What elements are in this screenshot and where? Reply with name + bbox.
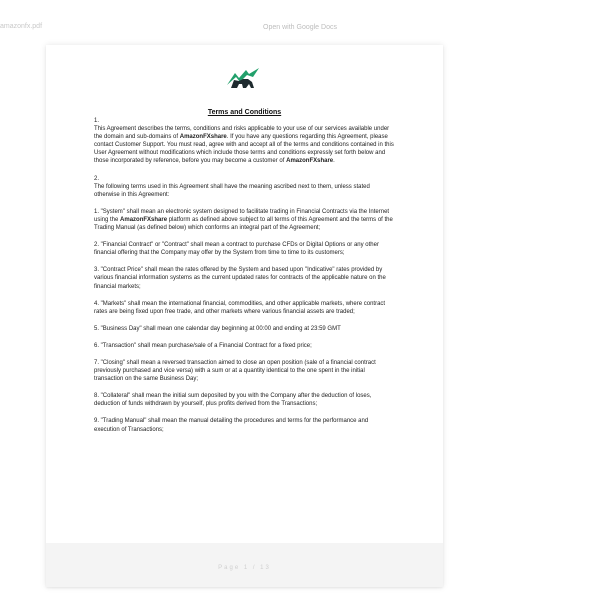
section-1	[94, 117, 394, 166]
paragraph-text: . If you have any questions regarding this Agreement, please contact Customer Support. You must read, agree with and accept all of the terms and conditions contained in this User Agreement without modifications which include those terms and conditions expressly set forth below and those incorporated by reference, before you may become a customer of	[94, 134, 394, 165]
page-indicator: Page 1 / 13	[218, 565, 271, 571]
open-with-google-docs-button[interactable]: Open with Google Docs	[263, 24, 337, 31]
definition-markets: 4. "Markets" shall mean the international financial, commodities, and other applicable markets, where contract rates are being fixed upon free trade, and other markets where various financial assets are traded;	[94, 300, 386, 315]
brand-name: AmazonFXshare	[286, 158, 334, 165]
section-2	[94, 175, 394, 199]
definition-business-day: 5. "Business Day" shall mean one calendar day beginning at 00:00 and ending at 23:59 GMT	[94, 325, 341, 332]
document-body	[94, 117, 394, 443]
brand-name: AmazonFXshare	[179, 134, 227, 141]
file-name: amazonfx.pdf	[0, 23, 43, 30]
brand-name: AmazonFXshare	[120, 216, 168, 223]
section-number: 1.	[94, 118, 100, 124]
definition-collateral: 8. "Collateral" shall mean the initial sum deposited by you with the Company after the deduction of loses, deduction of funds withdrawn by yourself, plus profits derived from the Transactions;	[94, 393, 372, 408]
definition-system	[94, 208, 394, 232]
document-title: Terms and Conditions	[207, 109, 282, 116]
section-number: 2.	[94, 175, 100, 182]
paragraph-text: platform as defined above subject to all terms of this Agreement and the terms of the Trading Manual (as defined below) which conforms an integral part of the Agreement;	[94, 216, 393, 232]
paragraph-text: This Agreement describes the terms, conditions and risks applicable to your use of our services available under the domain and sub-domains of	[94, 126, 390, 141]
definition-contract-price: 3. "Contract Price" shall mean the rates offered by the System and based upon "Indicative" rates provided by various financial information systems as the current updated rates for contracts of the applicable nature on the financial markets;	[94, 267, 386, 290]
bull-logo-icon	[226, 67, 260, 89]
paragraph-text: The following terms used in this Agreement shall have the meaning ascribed next to them, unless stated otherwise in this Agreement:	[94, 183, 370, 198]
paragraph-text: .	[333, 158, 335, 165]
document-page	[46, 45, 443, 587]
definition-transaction: 6. "Transaction" shall mean purchase/sale of a Financial Contract for a fixed price;	[94, 342, 312, 349]
definition-financial-contract: 2. "Financial Contract" or "Contract" shall mean a contract to purchase CFDs or Digital Options or any other financial offering that the Company may offer by the System from time to time to its customers;	[94, 242, 379, 257]
definition-trading-manual: 9. "Trading Manual" shall mean the manual detailing the procedures and terms for the performance and execution of Transactions;	[94, 418, 369, 433]
definition-closing: 7. "Closing" shall mean a reversed transaction aimed to close an open position (sale of a financial contract previously purchased and vice versa) with a sum or at a quantity identical to the one spent in the initial transaction on the same Business Day;	[94, 359, 376, 383]
paragraph-text: 1. "System" shall mean an electronic system designed to facilitate trading in Financial Contracts via the Internet using the	[94, 208, 390, 223]
